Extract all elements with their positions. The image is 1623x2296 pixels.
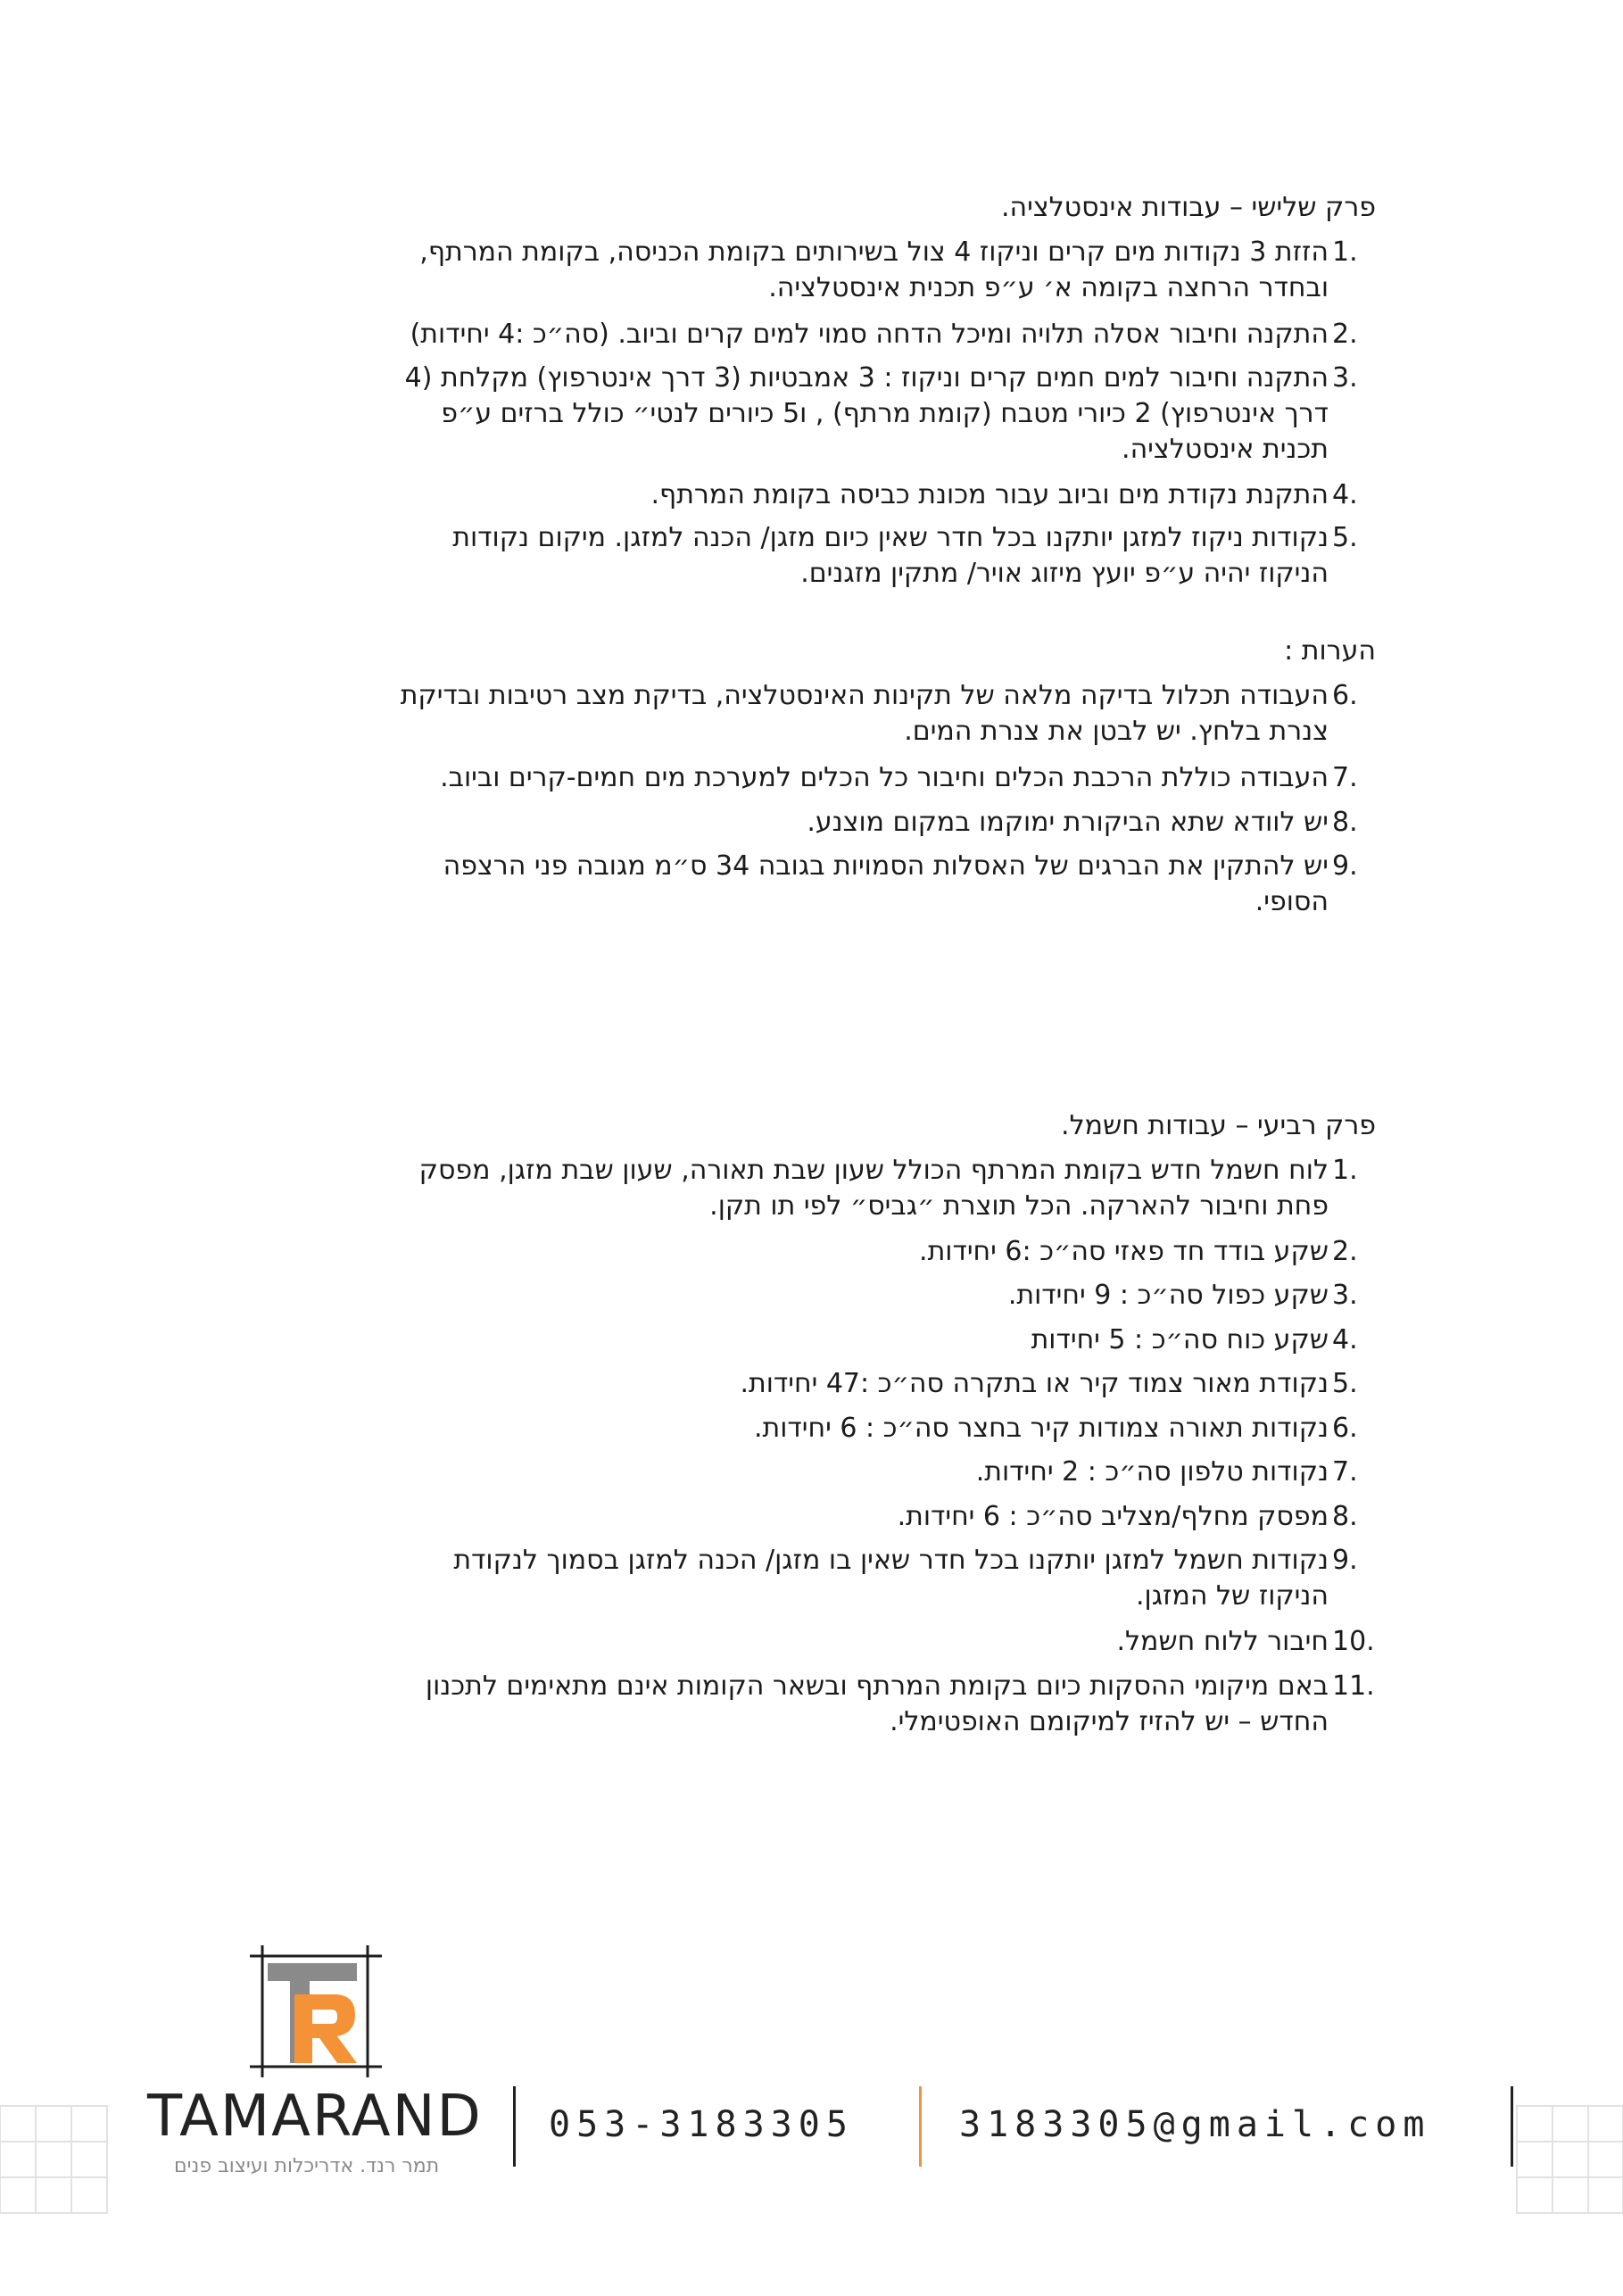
item-number: 7.	[1332, 762, 1358, 793]
brand-subtitle: תמר רנד. אדריכלות ועיצוב פנים	[174, 2155, 440, 2177]
item-number: 4.	[1332, 1324, 1358, 1355]
item-number: 7.	[1332, 1456, 1358, 1488]
divider	[1511, 2086, 1513, 2167]
section-title-plumbing: פרק שלישי – עבודות אינסטלציה.	[1000, 192, 1376, 223]
item-number: 3.	[1332, 362, 1358, 394]
list-item	[383, 1322, 1358, 1358]
brand-name: TAMARAND	[147, 2084, 483, 2150]
item-text: שקע כפול סה״כ : 9 יחידות.	[1007, 1280, 1329, 1311]
list-item	[383, 1624, 1375, 1660]
phone-number: 053-3183305	[549, 2104, 854, 2145]
item-text: יש להתקין את הברגים של האסלות הסמויות בגובה 34 ס״מ מגובה פני הרצפה הסופי.	[443, 850, 1329, 917]
item-text: נקודות ניקוז למזגן יותקנו בכל חדר שאין כיום מזגן/ הכנה למזגן. מיקום נקודות הניקוז יהיה ע״פ יועץ מיזוג אויר/ מתקין מזגנים.	[452, 522, 1329, 589]
list-item	[383, 1669, 1375, 1740]
item-text: באם מיקומי ההסקות כיום בקומת המרתף ובשאר הקומות אינם מתאימים לתכנון החדש – יש להזיז למיקומם האופטימלי.	[425, 1670, 1329, 1737]
item-text: שקע בודד חד פאזי סה״כ :6 יחידות.	[919, 1236, 1329, 1267]
item-text: שקע כוח סה״כ : 5 יחידות	[1031, 1324, 1329, 1355]
divider-accent	[919, 2086, 922, 2167]
list-item	[383, 849, 1358, 920]
list-item	[383, 317, 1358, 352]
item-number: 9.	[1332, 1545, 1358, 1576]
footer	[0, 1945, 1623, 2296]
item-text: נקודות תאורה צמודות קיר בחצר סה״כ : 6 יחידות.	[753, 1413, 1329, 1444]
item-number: 1.	[1332, 236, 1358, 268]
item-text: העבודה כוללת הרכבת הכלים וחיבור כל הכלים למערכת מים חמים-קרים וביוב.	[440, 762, 1329, 793]
item-text: לוח חשמל חדש בקומת המרתף הכולל שעון שבת תאורה, שעון שבת מזגן, מפסק פחת וחיבור להארקה. הכל תוצרת ״גביס״ לפי תו תקן.	[418, 1155, 1329, 1222]
list-item	[383, 805, 1358, 841]
item-number: 6.	[1332, 680, 1358, 711]
item-number: 8.	[1332, 1501, 1358, 1532]
item-number: 5.	[1332, 1368, 1358, 1399]
list-item	[383, 678, 1358, 750]
list-item	[383, 1411, 1358, 1446]
list-item	[383, 520, 1358, 592]
list-item	[383, 1366, 1358, 1402]
list-item	[383, 1278, 1358, 1314]
list-item	[383, 1153, 1358, 1224]
list-item	[383, 361, 1358, 468]
item-number: 2.	[1332, 319, 1358, 350]
logo-icon	[250, 1945, 384, 2079]
item-number: 8.	[1332, 807, 1358, 838]
list-item	[383, 477, 1358, 513]
item-text: יש לוודא שתא הביקורת ימוקמו במקום מוצנע.	[807, 807, 1329, 838]
list-item	[383, 1499, 1358, 1535]
item-number: 3.	[1332, 1280, 1358, 1311]
item-number: 9.	[1332, 850, 1358, 882]
section-title-electrical: פרק רביעי – עבודות חשמל.	[1061, 1110, 1376, 1141]
item-text: הזזת 3 נקודות מים קרים וניקוז 4 צול בשירותים בקומת הכניסה, בקומת המרתף, ובחדר הרחצה בקומה א׳ ע״פ תכנית אינסטלציה.	[419, 236, 1329, 303]
item-text: התקנת נקודת מים וביוב עבור מכונת כביסה בקומת המרתף.	[650, 479, 1329, 510]
list-item	[383, 235, 1358, 306]
item-number: 1.	[1332, 1155, 1358, 1186]
list-item	[383, 1455, 1358, 1490]
item-text: מפסק מחלף/מצליב סה״כ : 6 יחידות.	[897, 1501, 1329, 1532]
item-number: 6.	[1332, 1413, 1358, 1444]
item-text: התקנה וחיבור למים חמים קרים וניקוז : 3 אמבטיות (3 דרך אינטרפוץ) מקלחת (4 דרך אינטרפוץ) 2 כיורי מטבח (קומת מרתף) , ו5 כיורים לנטי״ כולל ברזים ע״פ תכנית אינסטלציה.	[404, 362, 1329, 465]
item-text: העבודה תכלול בדיקה מלאה של תקינות האינסטלציה, בדיקת מצב רטיבות ובדיקת צנרת בלחץ. יש לבטן את צנרת המים.	[400, 680, 1329, 747]
item-number: 2.	[1332, 1236, 1358, 1267]
item-number: 10.	[1332, 1626, 1375, 1657]
item-number: 4.	[1332, 479, 1358, 510]
email-address: 3183305@gmail.com	[959, 2104, 1431, 2145]
item-text: נקודות טלפון סה״כ : 2 יחידות.	[975, 1456, 1329, 1488]
list-item	[383, 760, 1358, 796]
item-number: 11.	[1332, 1670, 1375, 1702]
list-item	[383, 1543, 1358, 1614]
item-text: התקנה וחיבור אסלה תלויה ומיכל הדחה סמוי למים קרים וביוב. (סה״כ :4 יחידות)	[410, 319, 1329, 350]
list-item	[383, 1234, 1358, 1270]
item-text: נקודת מאור צמוד קיר או בתקרה סה״כ :47 יחידות.	[740, 1368, 1329, 1399]
section-title-notes: הערות :	[1284, 635, 1376, 667]
item-text: חיבור ללוח חשמל.	[1116, 1626, 1329, 1657]
item-number: 5.	[1332, 522, 1358, 553]
item-text: נקודות חשמל למזגן יותקנו בכל חדר שאין בו מזגן/ הכנה למזגן בסמוך לנקודת הניקוז של המזגן.	[453, 1545, 1329, 1612]
divider	[513, 2086, 516, 2167]
